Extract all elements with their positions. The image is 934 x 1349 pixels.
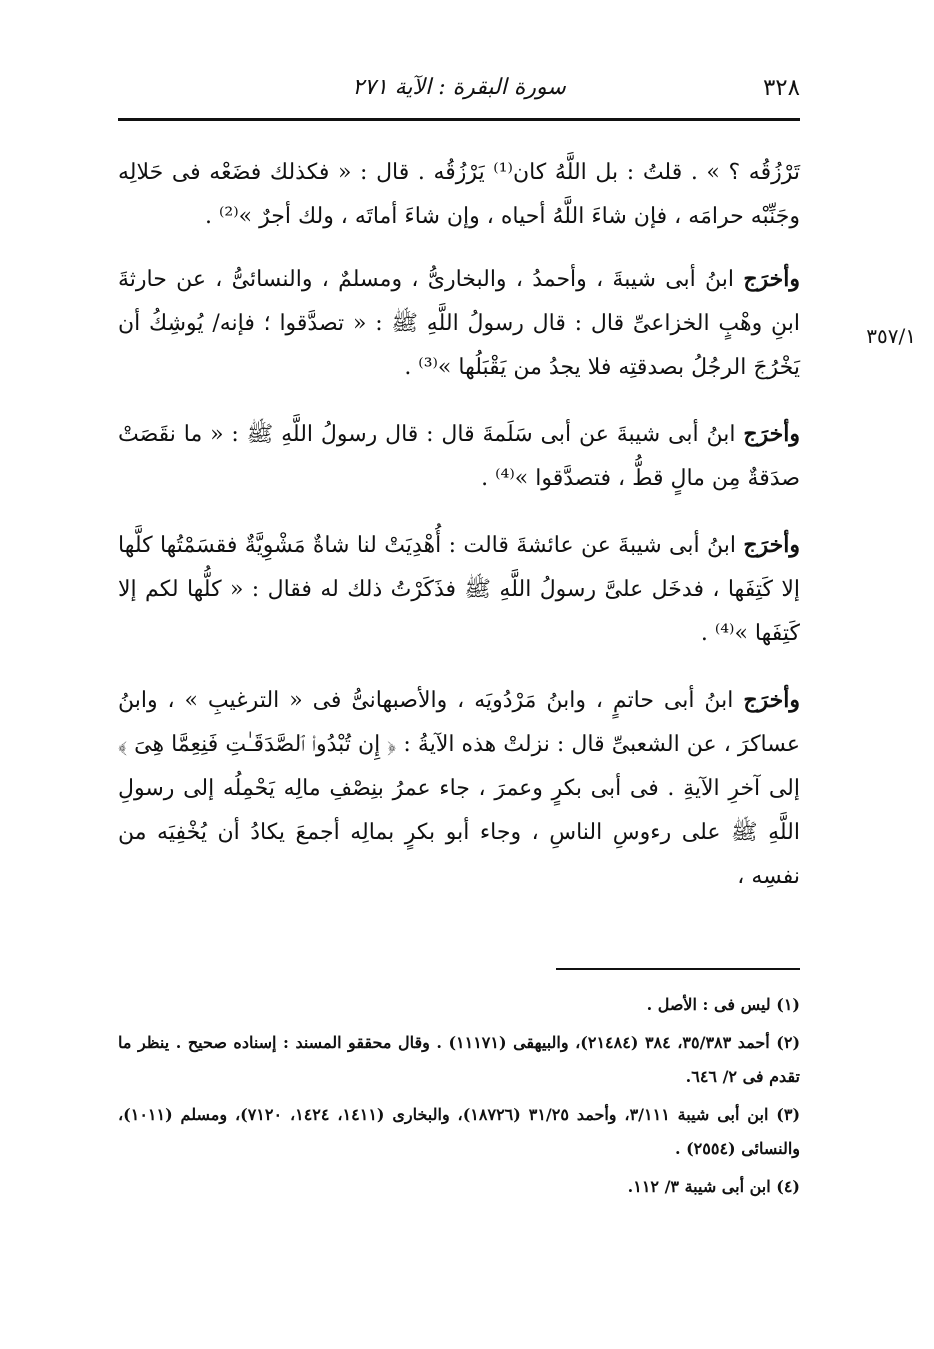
- paragraph-lead: وأخرَج: [743, 532, 800, 558]
- header-rule: [118, 118, 800, 121]
- running-title: سورة البقرة : الآية ٢٧١: [352, 75, 566, 100]
- paragraph: [118, 523, 800, 656]
- paragraph-lead: وأخرَج: [743, 266, 800, 292]
- paragraph: [118, 678, 800, 899]
- paragraph-lead: وأخرَج: [743, 421, 800, 447]
- page-header: [118, 68, 800, 108]
- paragraph: [118, 257, 800, 390]
- footnote: (٣) ابن أبى شيبة ٣/١١١، وأحمد ٣١/٢٥ (١٨٧٢٦)، والبخارى (١٤١١، ١٤٢٤، ٧١٢٠)، ومسلم (١٠١١)، والنسائى (٢٥٥٤) .: [118, 1105, 801, 1158]
- paragraph: [118, 412, 800, 501]
- paragraph-text: ابنُ أبى شيبةَ عن عائشةَ قالت : أُهْدِيَتْ لنا شاةٌ مَشْوِيَّةٌ فقسَمْتُها كلَّها إلا كَتِفَها ، فدخَل علىَّ رسولُ اللَّهِ ﷺ فذَكَرْتُ ذلك له فقال : « كلُّها لكم إلا كَتِفَها »⁽⁴⁾ .: [118, 533, 800, 646]
- paragraph-lead: وأخرَج: [743, 687, 800, 713]
- paragraph-text: تَرْزُقُه ؟ » . قلتُ : بل اللَّهُ كان⁽¹⁾ يَرْزُقُه . قال : « فكذلك فضَعْه فى حَلالِه وجَنِّبْه حرامَه ، فإن شاءَ اللَّهُ أحياه ، وإن شاءَ أماتَه ، ولك أجرٌ »⁽²⁾ .: [118, 160, 800, 229]
- paragraph: [118, 150, 800, 239]
- footnote: (٤) ابن أبى شيبة ٣/ ١١٢.: [627, 1177, 800, 1196]
- margin-reference: ٣٥٧/١: [866, 324, 916, 348]
- paragraph-text: ابنُ أبى شيبةَ عن أبى سَلَمةَ قال : قال رسولُ اللَّهِ ﷺ : « ما نقَصَتْ صدَقةٌ مِن مالٍ قطُّ ، فتصدَّقوا »⁽⁴⁾ .: [118, 422, 800, 491]
- paragraph-text: ابنُ أبى شيبةَ ، وأحمدُ ، والبخارىُّ ، ومسلمٌ ، والنسائىُّ ، عن حارثةَ ابنِ وهْبٍ الخزاعىِّ قال : قال رسولُ اللَّهِ ﷺ : « تصدَّقوا ؛ فإنه/ يُوشِكُ أن يَخْرُجَ الرجُلُ بصدقتِه فلا يجدُ من يَقْبَلُها »⁽³⁾ .: [118, 267, 800, 380]
- footnote: (٢) أحمد ٣٥/٣٨٣، ٣٨٤ (٢١٤٨٤)، والبيهقى (١١١٧١) . وقال محققو المسند : إسناده صحيح . ينظر ما تقدم فى ٢/ ٦٤٦.: [118, 1033, 801, 1086]
- footnote: (١) ليس فى : الأصل .: [646, 995, 800, 1014]
- footnote-rule: [556, 968, 800, 970]
- main-text: [118, 150, 800, 921]
- footnotes: [118, 988, 800, 1208]
- paragraph-text: ابنُ أبى حاتمٍ ، وابنُ مَرْدُويَه ، والأصبهانىُّ فى « الترغيبِ » ، وابنُ عساكرَ ، عن الشعبىِّ قال : نزلتْ هذه الآيةُ : ﴿ إِن تُبْدُوا۟ ٱلصَّدَقَـٰتِ فَنِعِمَّا هِىَ ﴾ إلى آخرِ الآيةِ . فى أبى بكرٍ وعمرَ ، جاء عمرُ بنِصْفِ مالِه يَحْمِلُه إلى رسولِ اللَّهِ ﷺ على رءوسِ الناسِ ، وجاء أبو بكرٍ بمالِه أجمعَ يكادُ أن يُخْفِيَه من نفسِه ،: [118, 688, 800, 889]
- page-number: ٣٢٨: [762, 75, 800, 101]
